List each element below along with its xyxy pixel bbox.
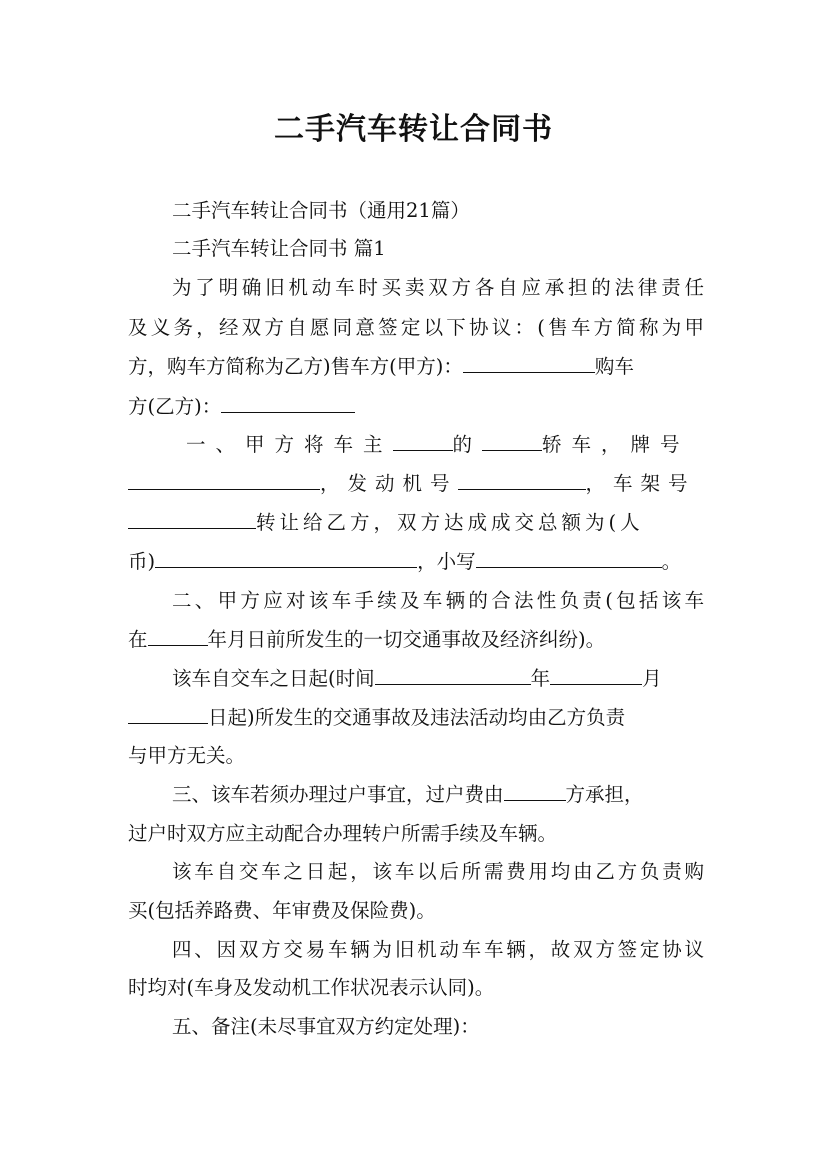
blank-field — [148, 625, 208, 646]
body-line: 时均对(车身及发动机工作状况表示认同)。 — [128, 976, 495, 999]
body-line: 买(包括养路费、年审费及保险费)。 — [128, 899, 436, 922]
blank-field — [375, 664, 531, 685]
document-title: 二手汽车转让合同书 — [274, 112, 553, 147]
blank-field — [504, 780, 566, 801]
body-line: 在 年月日前所发生的一切交通事故及经济纠纷)。 — [128, 625, 704, 655]
blank-field — [458, 469, 586, 490]
blank-field — [550, 664, 642, 685]
blank-field — [476, 547, 662, 568]
body-line: 二、甲方应对该车手续及车辆的合法性负责(包括该车 — [172, 589, 704, 612]
blank-field — [221, 392, 355, 413]
body-line: 方，购车方简称为乙方)售车方(甲方)： 购车 — [128, 352, 704, 382]
body-line: 三、该车若须办理过户事宜，过户费由 方承担， — [172, 780, 704, 810]
body-line: 币) ，小写 。 — [128, 547, 718, 577]
body-line: 一、甲方将车主 的 轿车，牌号 — [186, 430, 704, 460]
body-line: 该车自交车之日起，该车以后所需费用均由乙方负责购 — [172, 860, 704, 883]
body-line: 与甲方无关。 — [128, 744, 246, 767]
body-line: 日起)所发生的交通事故及违法活动均由乙方负责 — [128, 703, 704, 733]
blank-field — [128, 703, 208, 724]
body-line: 四、因双方交易车辆为旧机动车车辆，故双方签定协议 — [172, 938, 704, 961]
blank-field — [463, 352, 595, 373]
blank-field — [128, 508, 256, 529]
body-line: 为了明确旧机动车时买卖双方各自应承担的法律责任 — [172, 276, 704, 299]
body-line: 二手汽车转让合同书 篇1 — [172, 237, 386, 260]
body-line: ，发动机号 ，车架号 — [128, 469, 704, 499]
body-line: 过户时双方应主动配合办理转户所需手续及车辆。 — [128, 822, 558, 845]
blank-field — [128, 469, 320, 490]
body-line: 转让给乙方，双方达成成交总额为(人 — [128, 508, 704, 538]
blank-field — [155, 547, 417, 568]
blank-field — [393, 430, 453, 451]
blank-field — [482, 430, 542, 451]
body-line: 方(乙方)： — [128, 392, 704, 422]
body-line: 二手汽车转让合同书（通用21篇） — [172, 199, 470, 222]
body-line: 该车自交车之日起(时间 年 月 — [172, 664, 704, 694]
body-line: 五、备注(未尽事宜双方约定处理)： — [172, 1015, 480, 1038]
body-line: 及义务，经双方自愿同意签定以下协议：(售车方简称为甲 — [128, 316, 704, 339]
